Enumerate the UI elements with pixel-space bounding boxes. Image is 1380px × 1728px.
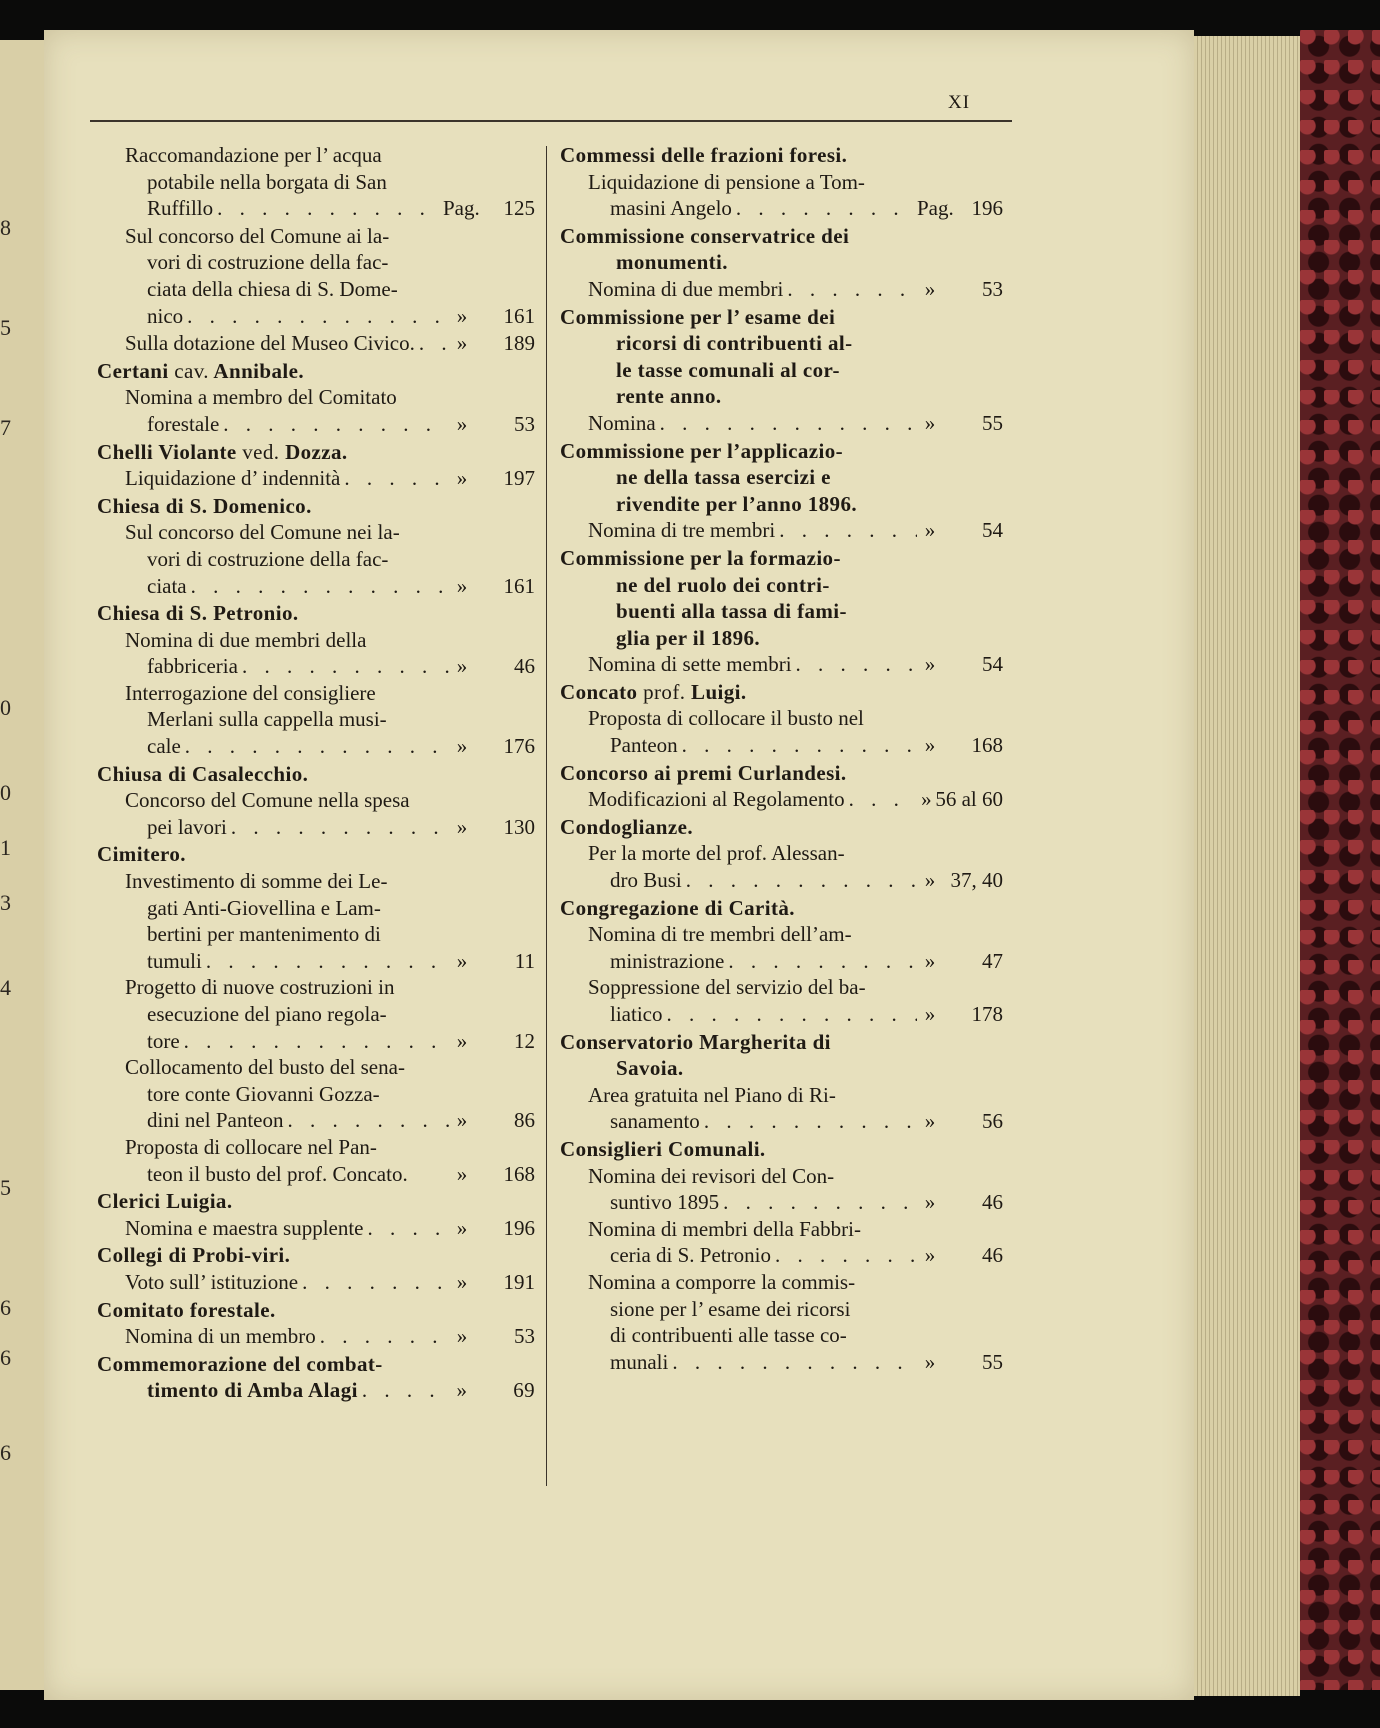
index-entry: Condoglianze. Per la morte del prof. Alessan- dro Busi . . . » 37, 40 [560,814,1003,894]
index-column-left [97,142,535,1405]
index-entry: Congregazione di Carità. Nomina di tre membri dell’am- ministrazione . . . » 47 Soppressione del servizio del ba- liatico . . . » 178 [560,895,1003,1028]
page-ref: 55 [982,410,1003,435]
index-entry: Concato prof. Luigi. Proposta di collocare il busto nel Panteon . . . » 168 [560,679,1003,759]
facing-page-number: 5 [0,1175,11,1200]
index-entry: Commissione per l’ esame dei ricorsi di contribuenti al- le tasse comunali al cor- rente anno. Nomina . . . » 55 [560,304,1003,437]
index-ref-line: tore . . . » 12 [97,1028,535,1055]
facing-page-edge [0,40,46,1690]
facing-page-number: 6 [0,1295,11,1320]
page-ref: 53 [514,411,535,436]
page-number: XI [948,92,971,113]
index-ref-line: Nomina di sette membri . . . » 54 [560,651,1003,678]
index-ref-line: Nomina di due membri . . . » 53 [560,276,1003,303]
index-ref-line: forestale . . . » 53 [97,411,535,438]
page-ref: 196 [503,1215,535,1240]
index-ref-line: ceria di S. Petronio . . . » 46 [560,1242,1003,1269]
page-ref: 191 [503,1269,535,1294]
index-entry: Comitato forestale. Nomina di un membro . . . » 53 [97,1297,535,1350]
page-ref: 168 [971,733,1003,758]
index-entry: Collegi di Probi-viri. Voto sull’ istituzione . . . » 191 [97,1242,535,1295]
index-ref-line: cale . . . » 176 [97,733,535,760]
index-ref-line: Ruffillo . . . Pag. 125 [97,195,535,222]
facing-page-number: 8 [0,215,11,240]
page-ref: 56 al 60 [935,787,1003,812]
index-entry: Clerici Luigia. Nomina e maestra supplente . . . » 196 [97,1188,535,1241]
marbled-cover [1300,30,1380,1690]
page-ref: 11 [514,948,535,973]
index-entry: Sul concorso del Comune ai la- vori di costruzione della fac- ciata della chiesa di S. Dome- nico . . . » 161 [97,223,535,329]
page-ref: 196 [971,196,1003,221]
page-ref: 53 [982,276,1003,301]
index-entry: Certani cav. Annibale. Nomina a membro del Comitato forestale . . . » 53 [97,358,535,438]
header-rule [90,120,1012,122]
page-ref: 54 [982,652,1003,677]
index-ref-line: masini Angelo . . . Pag. 196 [560,195,1003,222]
index-entry: Chiesa di S. Domenico. Sul concorso del Comune nei la- vori di costruzione della fac- ciata . . . » 161 [97,493,535,599]
page-ref: 56 [982,1109,1003,1134]
page-ref: 130 [503,814,535,839]
page-ref: 161 [503,303,535,328]
index-entry: Chiusa di Casalecchio. Concorso del Comune nella spesa pei lavori . . . » 130 [97,761,535,841]
index-ref-line: teon il busto del prof. Concato. » 168 [147,1161,535,1186]
index-ref-line: Nomina . . . » 55 [560,410,1003,437]
index-column-right [560,142,1003,1376]
index-ref-line: fabbriceria . . . » 46 [97,653,535,680]
index-ref-line: tumuli . . . » 11 [97,948,535,975]
page-ref: 12 [514,1028,535,1053]
index-ref-line: liatico . . . » 178 [560,1001,1003,1028]
page-ref: 197 [503,466,535,491]
index-entry: Commissione per l’applicazio- ne della tassa esercizi e rivendite per l’anno 1896. Nomina di tre membri . . . » 54 [560,438,1003,544]
index-ref-line: Voto sull’ istituzione . . . » 191 [97,1269,535,1296]
page-ref: 46 [982,1243,1003,1268]
facing-page-number: 5 [0,315,11,340]
index-ref-line: sanamento . . . » 56 [560,1108,1003,1135]
page-ref: 47 [982,948,1003,973]
page-ref: 46 [514,654,535,679]
index-ref-line: dini nel Panteon . . . » 86 [97,1107,535,1134]
facing-page-number: 1 [0,835,11,860]
index-entry: Commissione per la formazio- ne del ruolo dei contri- buenti alla tassa di fami- glia per il 1896. Nomina di sette membri . . . » 54 [560,545,1003,678]
page-ref: 161 [503,573,535,598]
index-entry: Commessi delle frazioni foresi. Liquidazione di pensione a Tom- masini Angelo . . . Pag. 196 [560,142,1003,222]
index-entry: Concorso ai premi Curlandesi. Modificazioni al Regolamento . . . » 56 al 60 [560,760,1003,813]
page-ref: 53 [514,1324,535,1349]
facing-page-number: 0 [0,695,11,720]
index-ref-line: dro Busi . . . » 37, 40 [560,867,1003,894]
index-entry: Commissione conservatrice dei monumenti. Nomina di due membri . . . » 53 [560,223,1003,303]
facing-page-number: 3 [0,890,11,915]
index-ref-line: Panteon . . . » 168 [560,732,1003,759]
page-ref: 46 [982,1190,1003,1215]
facing-page-number: 6 [0,1345,11,1370]
index-ref-line: ministrazione . . . » 47 [560,948,1003,975]
page-ref: 86 [514,1108,535,1133]
index-entry [97,330,535,357]
index-entry: Consiglieri Comunali. Nomina dei revisori del Con- suntivo 1895 . . . » 46 Nomina di membri della Fabbri- ceria di S. Petronio . . . » 46 Nomina a comporre la commis- sione per l’ esame dei ricorsi di contribuenti alle tasse co- munali . . . » 55 [560,1136,1003,1375]
facing-page-number: 0 [0,780,11,805]
index-ref-line: Modificazioni al Regolamento . . . » 56 al 60 [560,786,1003,813]
index-ref-line: Nomina e maestra supplente . . . » 196 [97,1215,535,1242]
index-entry: Chiesa di S. Petronio. Nomina di due membri della fabbriceria . . . » 46 Interrogazione del consigliere Merlani sulla cappella musi- cale . . . » 176 [97,600,535,760]
page-ref: 176 [503,734,535,759]
index-ref-line: suntivo 1895 . . . » 46 [560,1189,1003,1216]
facing-page-number: 7 [0,415,11,440]
index-ref-line: pei lavori . . . » 130 [97,814,535,841]
page-ref: 55 [982,1349,1003,1374]
index-entry: Conservatorio Margherita di Savoia. Area gratuita nel Piano di Ri- sanamento . . . » 56 [560,1029,1003,1135]
index-entry: Chelli Violante ved. Dozza. Liquidazione d’ indennità . . . » 197 [97,439,535,492]
index-ref-line: Sulla dotazione del Museo Civico. . . . » 189 [97,330,535,357]
facing-page-number: 6 [0,1440,11,1465]
index-entry: Cimitero. Investimento di somme dei Le- gati Anti-Giovellina e Lam- bertini per mantenimento di tumuli . . . » 11 Progetto di nuove costruzioni in esecuzione del piano regola- tore . . . » 12 Collocamento del busto del sena- tore conte Giovanni Gozza- dini nel Panteon . . . » 86 Proposta di collocare nel Pan- teon il busto del prof. Concato. » 168 [97,841,535,1187]
index-ref-line: timento di Amba Alagi . . . » 69 [97,1377,535,1404]
index-ref-line: Nomina di tre membri . . . » 54 [560,517,1003,544]
page-ref: 69 [513,1378,535,1403]
column-divider [546,146,547,1486]
index-ref-line: Nomina di un membro . . . » 53 [97,1323,535,1350]
index-ref-line: ciata . . . » 161 [97,573,535,600]
index-ref-line: Liquidazione d’ indennità . . . » 197 [97,465,535,492]
page-ref: 125 [503,196,535,221]
facing-page-number: 4 [0,975,11,1000]
page-block-edge [1194,36,1300,1696]
index-ref-line: nico . . . » 161 [97,303,535,330]
page-ref: 37, 40 [950,868,1003,893]
page-ref: 189 [503,331,535,356]
page-ref: 178 [971,1002,1003,1026]
index-entry: Commemorazione del combat- timento di Amba Alagi . . . » 69 [97,1351,535,1404]
index-entry: Raccomandazione per l’ acqua potabile nella borgata di San Ruffillo . . . Pag. 125 [97,142,535,222]
page-ref: 54 [982,518,1003,543]
page-ref: 168 [503,1161,535,1186]
index-ref-line: munali . . . » 55 [560,1349,1003,1376]
